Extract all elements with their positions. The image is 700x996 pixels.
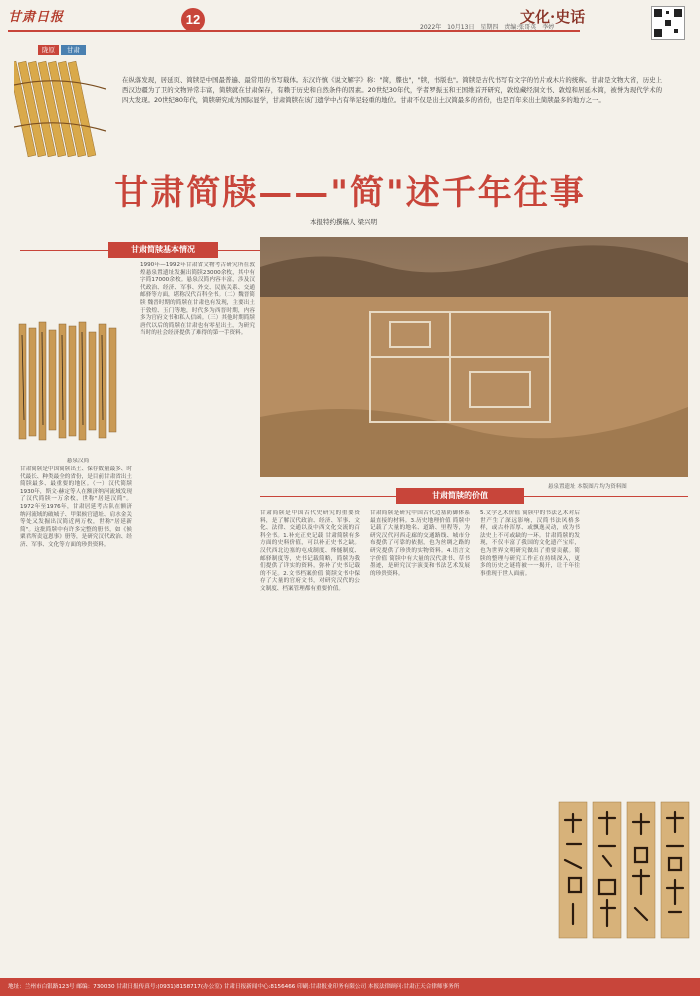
tag-gansu: 甘肃 [61, 45, 86, 55]
article-column-4: 甘肃简牍是研究中国古代边塞防御体系最直接的材料。3.历史地理价值 简牍中记载了大量的地名、道路、里程等，为研究汉代河西走廊的交通路线、城市分布提供了可靠的依据，也为丝绸之路的研究提供了珍贵的实物资料。4.语言文字价值 简牍中有大量的汉代隶书、草书墨迹，是研究汉字演变和书法艺术发展的珍贵资料。 [370, 510, 470, 577]
slip-caption: 悬泉汉简 [66, 458, 90, 464]
intro-paragraph: 在纵落发现，居延页、简牍是中国最普遍、最常用的书写载体。东汉许慎《说文解字》称："简，牒也"，"牍，书版也"。简牍是古代书写有文字的竹片或木片的统称。甘肃是文物大省，历史上西汉边疆为了卫的文物异常丰富，简牍就在甘肃保存，有赖于历史和自然条件的因素。20世纪30年代，学者罗振玉和王国维首开研究，敦煌藏经洞文书、敦煌和居延木简，被誉为现代学术的四大发现。20世纪80年代，简牍研究成为国际显学，甘肃简牍在该门遗学中占有举足轻重的地位。甘肃不仅是出土汉简最多的省份，也是百年来出土简牍最多的地方之一。 [122, 76, 662, 104]
headline: 甘肃简牍——"简"述千年往事 [114, 173, 586, 213]
newspaper-logo: 甘肃日报 [8, 10, 65, 25]
page-header [0, 0, 700, 38]
tag-longyuan: 陇原 [38, 45, 59, 55]
site-photo [260, 237, 688, 477]
designer-credit: 李婷 [542, 24, 555, 31]
section-heading-value: 甘肃简牍的价值 [396, 488, 524, 504]
page-footer: 地址：兰州市白银路123号 邮编：730030 甘肃日报传真号:(0931)8158717(办公室) 甘肃日报新闻中心:8156466 印刷:甘肃报业印务有限公司 本报法律顾问:甘肃正天合律师事务所 [0, 978, 700, 996]
column-tags [38, 45, 86, 54]
article-column-5: 5.文学艺术价值 简牍中的书法艺术对后世产生了深远影响，汉简书法风格多样，或古朴浑厚、或飘逸灵动，成为书法史上不可或缺的一环。甘肃简牍的发现，不仅丰富了我国的文化遗产宝库，也为世界文明研究做出了重要贡献。简牍的整理与研究工作正在持续深入，更多的历史之谜将被一一揭开，让千年往事重现于世人面前。 [480, 510, 580, 577]
bamboo-scroll-image [14, 55, 106, 165]
page-number: 12 [181, 8, 205, 32]
byline: 本报特约撰稿人 梁兴明 [310, 218, 378, 226]
section-title: 文化·史话 [520, 8, 586, 26]
editor-credit: 责编:张哥英 [504, 24, 537, 31]
article-column-3: 甘肃简牍是中国古代史研究的重要资料，是了解汉代政治、经济、军事、文化、法律、交通以及中西文化交流的百科全书。1.补充正史记载 甘肃简牍有多方面的史料价值，可以补正史书之缺。汉代西北边塞的屯戍制度、烽燧制度、邮驿制度等，史书记载简略，简牍为我们提供了详实的资料，弥补了史书记载的不足。2.文书档案价值 简牍文书中保存了大量的官府文书，对研究汉代的公文制度、档案管理都有重要价值。 [260, 510, 360, 592]
wooden-slips-image [15, 320, 123, 445]
section-heading-basics: 甘肃简牍基本情况 [108, 242, 218, 258]
article-column-2: 1990年—1992年甘肃省文物考古研究所在敦煌悬泉置遗址发掘出简牍23000余枚，其中有字简17000余枚。悬泉汉简内容丰富，涉及汉代政治、经济、军事、外交、民族关系、交通邮驿等方面，堪称汉代百科全书。（二）魏晋简牍 魏晋时期的简牍在甘肃也有发现，主要出土于敦煌、玉门等地，时代多为西晋时期，内容多为官府文书和私人信函。（三）其他时期简牍 唐代以后的简牍在甘肃也有零星出土，为研究当时的社会经济提供了难得的第一手资料。 [140, 262, 255, 337]
issue-date: 2022年 10月13日 星期四 [420, 24, 499, 31]
article-column-1: 甘肃简牍是中国简牍出土、保存数量最多、时代最长、种类最全的省份，是目前甘肃省出土简牍最多、最重要的地区。（一）汉代简牍 1930年，斯文·赫定等人在额济纳河流域发现了汉代简牍一万余枚，世称"居延汉简"。1972年至1976年，甘肃居延考古队在额济纳河流域的破城子、甲渠候官遗址、肩水金关等处又发掘出汉简近两万枚，世称"居延新简"。这批简牍中有许多完整的册书，如《候粟君所责寇恩事》册等，是研究汉代政治、经济、军事、文化等方面的珍贵资料。 [20, 466, 132, 548]
qr-code-icon [651, 6, 685, 40]
calligraphy-slips-image [555, 800, 695, 940]
photo-caption: 悬泉置遗址 本版图片均为资料图 [548, 484, 627, 490]
